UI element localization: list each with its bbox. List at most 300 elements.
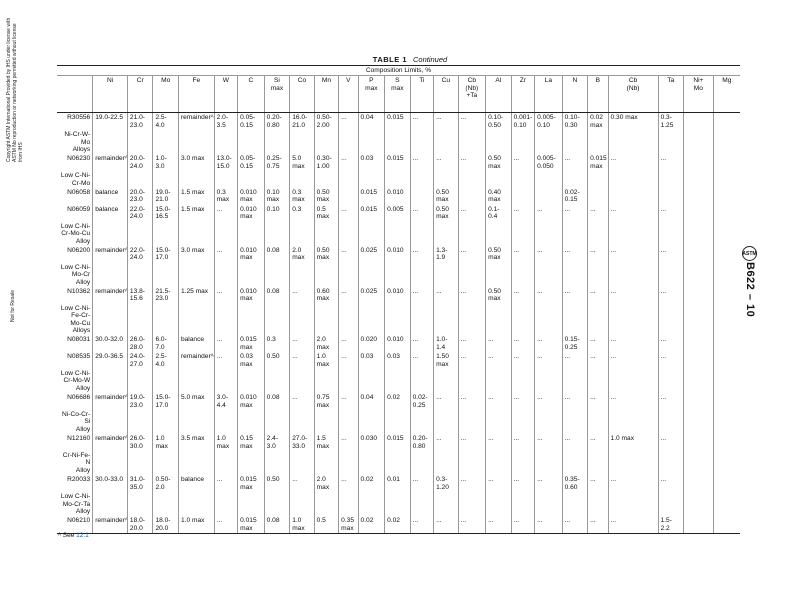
table-cell (238, 304, 265, 336)
table-cell (290, 369, 314, 393)
table-cell (410, 171, 433, 188)
table-cell (410, 492, 433, 516)
table-cell: ... (458, 475, 486, 492)
table-cell (238, 263, 265, 287)
table-continued: Continued (413, 55, 448, 64)
table-cell: 0.50 (264, 352, 290, 369)
table-cell: 1.25 max (178, 287, 214, 304)
table-cell: 0.40 max (486, 188, 512, 205)
table-cell: 0.10- 0.50 (486, 113, 512, 130)
table-cell (314, 222, 338, 246)
table-cell (535, 171, 563, 188)
table-cell (535, 130, 563, 154)
table-cell (127, 171, 153, 188)
table-cell: 2.4- 3.0 (264, 434, 290, 451)
uns-number: N12160 (67, 435, 91, 443)
table-cell (608, 369, 658, 393)
column-header: Mo (153, 76, 179, 113)
table-cell: ... (588, 393, 608, 410)
table-cell (434, 222, 458, 246)
table-cell: 1.3- 1.9 (434, 246, 458, 263)
column-header: Fe (178, 76, 214, 113)
table-cell: 0.3 max (290, 188, 314, 205)
table-cell: 0.3 max (214, 188, 237, 205)
table-cell: 13.0- 15.0 (214, 154, 237, 171)
table-cell (238, 130, 265, 154)
table-cell (358, 451, 385, 475)
table-cell: ... (588, 335, 608, 352)
table-cell (178, 304, 214, 336)
table-cell (684, 410, 714, 434)
table-row (57, 393, 740, 410)
table-cell: 0.3- 1.20 (434, 475, 458, 492)
table-cell (588, 451, 608, 475)
table-cell (535, 222, 563, 246)
table-cell: 26.0- 30.0 (127, 434, 153, 451)
table-cell (713, 304, 740, 336)
table-cell: 30.0-33.0 (93, 475, 128, 492)
table-cell (684, 434, 714, 451)
table-cell: ... (290, 475, 314, 492)
table-cell: ... (214, 516, 237, 533)
table-cell: ... (588, 205, 608, 222)
table-row (57, 352, 740, 369)
table-cell (339, 492, 358, 516)
table-cell: ... (608, 335, 658, 352)
table-cell: 1.5- 2.2 (658, 516, 684, 533)
table-cell (535, 451, 563, 475)
table-cell (434, 369, 458, 393)
not-for-resale-notice: Not for Resale (10, 290, 16, 322)
table-cell: 0.50 max (434, 188, 458, 205)
table-cell (178, 492, 214, 516)
alloy-group-heading (57, 451, 740, 475)
table-cell: 0.75 max (314, 393, 338, 410)
table-cell: 0.35- 0.60 (562, 475, 588, 492)
column-header: P max (358, 76, 385, 113)
table-cell (385, 451, 411, 475)
table-cell (410, 451, 433, 475)
table-cell (410, 410, 433, 434)
table-cell (238, 171, 265, 188)
table-cell (713, 287, 740, 304)
column-header: Cb (Nb) +Ta (458, 76, 486, 113)
table-cell (684, 304, 714, 336)
table-cell (178, 171, 214, 188)
table-cell (153, 130, 179, 154)
table-cell: balance (178, 475, 214, 492)
table-cell: 0.04 (358, 113, 385, 130)
table-cell: 0.08 (264, 393, 290, 410)
uns-number: N08535 (67, 353, 91, 361)
table-cell: 0.20- 0.80 (264, 113, 290, 130)
table-cell (608, 222, 658, 246)
table-cell: ... (658, 393, 684, 410)
footnote (58, 532, 89, 539)
group-label: Ni-Cr-W-Mo Alloys (64, 131, 91, 154)
table-cell (290, 222, 314, 246)
table-cell (93, 171, 128, 188)
table-cell (385, 410, 411, 434)
table-cell (608, 304, 658, 336)
table-cell: ... (588, 434, 608, 451)
table-cell: 0.010 max (238, 287, 265, 304)
table-row (57, 246, 740, 263)
table-cell: 0.010 max (238, 393, 265, 410)
table-cell (535, 492, 563, 516)
table-cell (458, 222, 486, 246)
table-cell (684, 263, 714, 287)
table-cell: ... (658, 434, 684, 451)
table-cell: ... (458, 335, 486, 352)
table-cell (290, 263, 314, 287)
table-cell (339, 222, 358, 246)
table-cell (434, 130, 458, 154)
table-cell: ... (290, 352, 314, 369)
table-cell (684, 352, 714, 369)
table-cell: ... (290, 287, 314, 304)
table-row (57, 475, 740, 492)
table-cell (127, 410, 153, 434)
table-cell: ... (588, 246, 608, 263)
column-header: Cb (Nb) (608, 76, 658, 113)
table-cell: ... (214, 475, 237, 492)
table-cell: 0.010 (385, 287, 411, 304)
table-cell: 0.50 max (486, 246, 512, 263)
table-cell (562, 410, 588, 434)
table-cell: ... (562, 393, 588, 410)
column-header: La (535, 76, 563, 113)
copyright-notice: Copyright ASTM International Provided by IHS under license with ASTM No reproduction or networking permitted without license from IHS (6, 17, 24, 162)
table-cell: remainderᴬ (93, 246, 128, 263)
table-cell: 0.001- 0.10 (511, 113, 534, 130)
table-cell: ... (434, 516, 458, 533)
table-cell: 0.010 max (238, 205, 265, 222)
column-header: Mn (314, 76, 338, 113)
table-cell: ... (535, 434, 563, 451)
table-cell: 1.5 max (314, 434, 338, 451)
table-cell: ... (458, 434, 486, 451)
table-cell (214, 492, 237, 516)
column-header: Zr (511, 76, 534, 113)
table-cell: ... (486, 475, 512, 492)
table-cell: ... (511, 205, 534, 222)
table-cell (339, 188, 358, 205)
table-cell (178, 410, 214, 434)
table-cell: 0.03 (358, 154, 385, 171)
table-cell (290, 130, 314, 154)
table-cell: 0.005 (385, 205, 411, 222)
table-cell: 16.0- 21.0 (290, 113, 314, 130)
table-cell: ... (511, 434, 534, 451)
table-cell (93, 451, 128, 475)
table-cell (458, 263, 486, 287)
table-cell (713, 188, 740, 205)
table-cell (658, 130, 684, 154)
table-cell (214, 263, 237, 287)
table-cell: ... (535, 516, 563, 533)
table-cell (314, 369, 338, 393)
table-cell (93, 369, 128, 393)
table-cell (93, 492, 128, 516)
table-cell: 0.50 max (486, 287, 512, 304)
column-header: V (339, 76, 358, 113)
table-cell: ... (658, 246, 684, 263)
table-cell: 2.0 max (290, 246, 314, 263)
table-row (57, 434, 740, 451)
table-cell: 2.0 max (314, 475, 338, 492)
table-cell (93, 222, 128, 246)
table-cell (339, 369, 358, 393)
table-cell: 0.50 max (314, 246, 338, 263)
table-cell (535, 263, 563, 287)
table-cell (238, 451, 265, 475)
table-cell: 21.5- 23.0 (153, 287, 179, 304)
table-cell (608, 171, 658, 188)
table-cell (214, 410, 237, 434)
table-cell: remainderᴬ (178, 113, 214, 130)
table-cell: ... (458, 393, 486, 410)
table-cell: 0.1- 0.4 (486, 205, 512, 222)
table-cell: 0.5 max (314, 205, 338, 222)
table-cell (458, 130, 486, 154)
table-cell: 0.02 (385, 393, 411, 410)
table-cell: ... (410, 335, 433, 352)
table-cell (511, 171, 534, 188)
table-cell: ... (588, 352, 608, 369)
table-cell: 19.0- 23.0 (127, 393, 153, 410)
table-cell (178, 369, 214, 393)
table-cell: 1.0 max (214, 434, 237, 451)
table-cell (238, 222, 265, 246)
table-cell (214, 171, 237, 188)
table-cell: 0.10 max (264, 188, 290, 205)
table-cell (658, 222, 684, 246)
table-cell: 0.50 (264, 475, 290, 492)
group-label: Low C-Ni- Cr-Mo-W Alloy (60, 370, 91, 392)
table-cell: 0.03 max (238, 352, 265, 369)
table-cell (458, 492, 486, 516)
table-cell (588, 304, 608, 336)
table-cell: balance (178, 335, 214, 352)
table-cell (562, 492, 588, 516)
table-cell (511, 304, 534, 336)
table-cell (127, 222, 153, 246)
table-cell: ... (214, 246, 237, 263)
table-cell (511, 130, 534, 154)
table-cell: 1.0 max (314, 352, 338, 369)
table-cell (684, 516, 714, 533)
table-cell: ... (511, 516, 534, 533)
group-label: Low C-Ni- Mo-Cr Alloy (60, 263, 91, 286)
table-cell (385, 263, 411, 287)
table-cell: ... (434, 154, 458, 171)
table-cell (511, 369, 534, 393)
table-cell (264, 369, 290, 393)
table-cell: ... (562, 352, 588, 369)
table-cell (178, 451, 214, 475)
table-row (57, 287, 740, 304)
table-cell (358, 222, 385, 246)
table-cell (486, 369, 512, 393)
table-cell (385, 130, 411, 154)
table-cell: 30.0-32.0 (93, 335, 128, 352)
table-cell (608, 451, 658, 475)
table-cell (290, 492, 314, 516)
table-cell: 31.0- 35.0 (127, 475, 153, 492)
table-cell (290, 304, 314, 336)
table-cell (658, 451, 684, 475)
table-cell (410, 369, 433, 393)
table-cell: 2.0 max (314, 335, 338, 352)
column-header-row (57, 76, 740, 113)
table-cell: 19.0-22.5 (93, 113, 128, 130)
table-cell (486, 492, 512, 516)
column-header: S max (385, 76, 411, 113)
table-cell (588, 171, 608, 188)
table-cell: 0.010 (385, 188, 411, 205)
uns-number: R20033 (67, 476, 91, 484)
table-cell (713, 335, 740, 352)
table-cell: 0.015 (358, 188, 385, 205)
table-cell (214, 222, 237, 246)
group-label: Low C-Ni- Fe-Cr- Mo-Cu Alloys (60, 304, 91, 334)
table-cell: ... (339, 205, 358, 222)
column-header: W (214, 76, 237, 113)
uns-number: N10362 (67, 287, 91, 295)
table-cell: 0.015 (358, 205, 385, 222)
table-cell: 0.30 max (608, 113, 658, 130)
table-cell (658, 171, 684, 188)
table-cell (127, 263, 153, 287)
table-cell: remainderᴬ (93, 434, 128, 451)
table-cell: 0.015 (385, 434, 411, 451)
table-cell: ... (535, 205, 563, 222)
table-cell: 0.3 (264, 335, 290, 352)
table-cell (458, 171, 486, 188)
table-cell: ... (562, 154, 588, 171)
table-cell: ... (562, 205, 588, 222)
table-cell (684, 171, 714, 188)
table-cell (358, 130, 385, 154)
table-cell: 0.08 (264, 287, 290, 304)
table-cell (486, 171, 512, 188)
table-cell (562, 451, 588, 475)
table-cell: ... (339, 393, 358, 410)
group-label: Low C-Ni- Mo-Cr-Ta Alloy (60, 493, 91, 515)
composition-table (57, 65, 740, 534)
table-cell (511, 188, 534, 205)
alloy-group-heading (57, 171, 740, 188)
table-cell: 20.0- 24.0 (127, 154, 153, 171)
table-cell: ... (511, 246, 534, 263)
table-cell (713, 369, 740, 393)
table-cell: 6.0- 7.0 (153, 335, 179, 352)
table-cell: 0.15- 0.25 (562, 335, 588, 352)
uns-number: N06230 (67, 155, 91, 163)
column-header: C (238, 76, 265, 113)
table-cell (713, 516, 740, 533)
table-cell: 0.005- 0.10 (535, 113, 563, 130)
table-cell (511, 451, 534, 475)
table-row (57, 113, 740, 130)
table-cell (713, 451, 740, 475)
table-cell: ... (434, 393, 458, 410)
table-cell: ... (214, 352, 237, 369)
table-cell (410, 263, 433, 287)
table-cell: 0.15 max (238, 434, 265, 451)
column-header: Ni+ Mo (684, 76, 714, 113)
table-cell (264, 410, 290, 434)
table-cell (486, 130, 512, 154)
table-cell (608, 130, 658, 154)
table-cell (713, 475, 740, 492)
table-cell: 24.0- 27.0 (127, 352, 153, 369)
group-label: Ni-Co-Cr-Si Alloy (62, 411, 91, 433)
column-header: Si max (264, 76, 290, 113)
table-cell: 1.0 max (608, 434, 658, 451)
table-cell: ... (290, 335, 314, 352)
table-cell (214, 369, 237, 393)
table-row (57, 154, 740, 171)
table-cell: 1.5 max (178, 188, 214, 205)
table-cell (410, 222, 433, 246)
table-cell: 15.0- 17.0 (153, 393, 179, 410)
table-cell: ... (434, 113, 458, 130)
table-cell (238, 410, 265, 434)
table-cell: ... (511, 393, 534, 410)
table-cell: 0.50- 2.0 (153, 475, 179, 492)
table-cell (684, 188, 714, 205)
table-cell (713, 154, 740, 171)
table-cell (314, 492, 338, 516)
table-cell (458, 451, 486, 475)
table-cell: ... (410, 516, 433, 533)
table-cell: ... (511, 154, 534, 171)
table-cell: 18.0- 20.0 (127, 516, 153, 533)
table-cell: 13.8- 15.6 (127, 287, 153, 304)
alloy-group-heading (57, 222, 740, 246)
table-cell: 0.02 (385, 516, 411, 533)
table-cell (458, 188, 486, 205)
table-cell (684, 205, 714, 222)
group-label: Low C-Ni- Cr-Mo (60, 172, 91, 187)
table-cell (93, 304, 128, 336)
footnote-reference-link[interactable]: 12.1 (76, 532, 89, 539)
column-header: B (588, 76, 608, 113)
table-cell (562, 222, 588, 246)
table-cell (562, 369, 588, 393)
column-header: Cr (127, 76, 153, 113)
table-cell: 19.0- 21.0 (153, 188, 179, 205)
table-cell: 0.04 (358, 393, 385, 410)
table-cell (339, 304, 358, 336)
table-cell (264, 263, 290, 287)
table-cell: 20.0- 23.0 (127, 188, 153, 205)
table-cell (385, 492, 411, 516)
table-cell: 0.35 max (339, 516, 358, 533)
table-cell (127, 130, 153, 154)
table-cell: ... (410, 205, 433, 222)
table-cell: 3.0 max (178, 154, 214, 171)
table-cell: remainderᴬ (93, 154, 128, 171)
table-cell: ... (214, 335, 237, 352)
table-cell: 0.010 max (238, 246, 265, 263)
table-cell (314, 410, 338, 434)
table-cell: 0.10- 0.30 (562, 113, 588, 130)
table-cell (214, 451, 237, 475)
column-header: Mg (713, 76, 740, 113)
